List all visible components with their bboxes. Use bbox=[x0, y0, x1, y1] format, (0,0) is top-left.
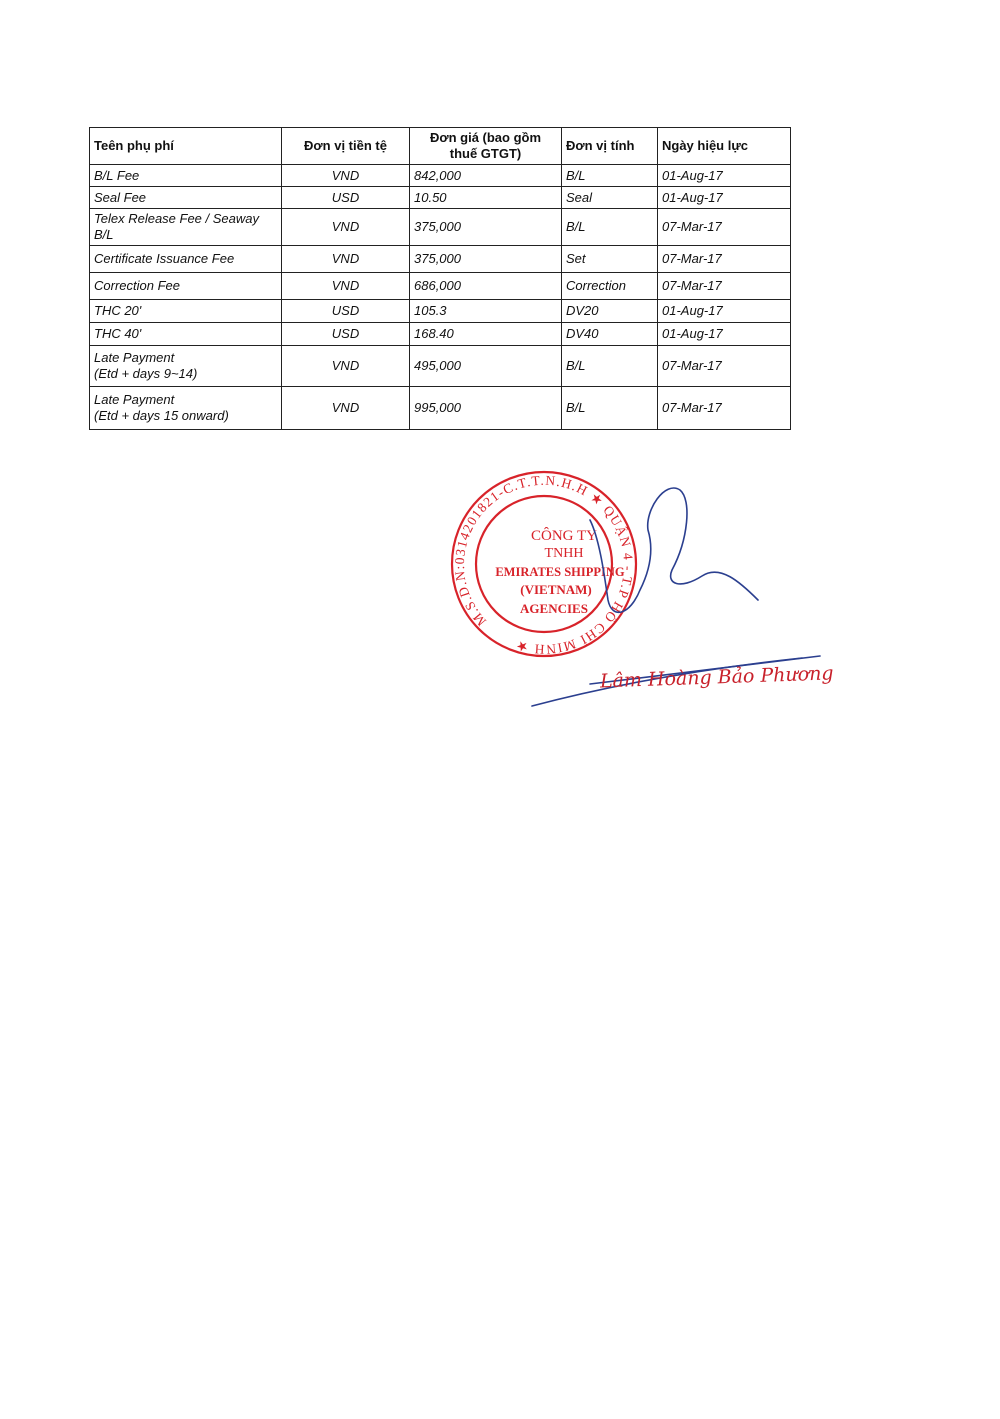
stamp-and-signature bbox=[440, 470, 840, 720]
fee-name: THC 40' bbox=[90, 323, 282, 346]
fee-currency: VND bbox=[282, 387, 410, 430]
fee-name: B/L Fee bbox=[90, 165, 282, 187]
fee-currency: USD bbox=[282, 187, 410, 209]
seal-ring-text: M.S.D.N:0314201821-C.T.T.N.H.H ★ QUẬN 4 - T.P HỒ CHÍ MINH ★ bbox=[451, 472, 637, 658]
company-seal bbox=[440, 470, 840, 720]
fee-date: 07-Mar-17 bbox=[658, 273, 791, 300]
fee-price: 375,000 bbox=[410, 246, 562, 273]
fee-unit: B/L bbox=[562, 387, 658, 430]
fee-price: 375,000 bbox=[410, 209, 562, 246]
fee-unit: B/L bbox=[562, 209, 658, 246]
seal-line-1: CÔNG TY bbox=[531, 528, 597, 544]
table-row bbox=[90, 387, 791, 430]
header-unit: Đơn vị tính bbox=[562, 128, 658, 165]
fee-price: 686,000 bbox=[410, 273, 562, 300]
fee-unit: B/L bbox=[562, 165, 658, 187]
fee-currency: VND bbox=[282, 165, 410, 187]
fee-name: Seal Fee bbox=[90, 187, 282, 209]
fee-name: THC 20' bbox=[90, 300, 282, 323]
fee-date: 01-Aug-17 bbox=[658, 165, 791, 187]
fee-currency: USD bbox=[282, 300, 410, 323]
fee-name-line2: B/L bbox=[94, 227, 114, 242]
table-row bbox=[90, 346, 791, 387]
fee-currency: VND bbox=[282, 346, 410, 387]
header-currency: Đơn vị tiền tệ bbox=[282, 128, 410, 165]
fee-price: 105.3 bbox=[410, 300, 562, 323]
fee-name-line1: Late Payment bbox=[94, 350, 175, 365]
fee-name bbox=[90, 209, 282, 246]
header-fee-name: Teên phụ phí bbox=[90, 128, 282, 165]
header-unit-price bbox=[410, 128, 562, 165]
fee-unit: Seal bbox=[562, 187, 658, 209]
fee-date: 07-Mar-17 bbox=[658, 387, 791, 430]
fee-currency: VND bbox=[282, 246, 410, 273]
fee-name bbox=[90, 346, 282, 387]
fee-name bbox=[90, 387, 282, 430]
fee-name-line2: (Etd + days 9~14) bbox=[94, 366, 198, 381]
table-row bbox=[90, 187, 791, 209]
fee-date: 07-Mar-17 bbox=[658, 209, 791, 246]
fee-unit: Correction bbox=[562, 273, 658, 300]
fee-unit: DV20 bbox=[562, 300, 658, 323]
fee-price: 168.40 bbox=[410, 323, 562, 346]
seal-line-4: (VIETNAM) bbox=[520, 582, 592, 597]
seal-line-3: EMIRATES SHIPPING bbox=[495, 565, 625, 579]
fee-date: 01-Aug-17 bbox=[658, 323, 791, 346]
table-row bbox=[90, 246, 791, 273]
fee-date: 01-Aug-17 bbox=[658, 187, 791, 209]
fee-date: 07-Mar-17 bbox=[658, 346, 791, 387]
fee-currency: VND bbox=[282, 209, 410, 246]
fee-unit: DV40 bbox=[562, 323, 658, 346]
table-row bbox=[90, 323, 791, 346]
fee-date: 07-Mar-17 bbox=[658, 246, 791, 273]
fee-unit: B/L bbox=[562, 346, 658, 387]
table-header-row bbox=[90, 128, 791, 165]
seal-line-2: TNHH bbox=[544, 546, 584, 561]
fee-date: 01-Aug-17 bbox=[658, 300, 791, 323]
surcharge-table bbox=[89, 127, 791, 430]
fee-name-line1: Late Payment bbox=[94, 392, 175, 407]
fee-name: Certificate Issuance Fee bbox=[90, 246, 282, 273]
seal-line-5: AGENCIES bbox=[520, 601, 588, 616]
header-unit-price-line2: thuế GTGT) bbox=[449, 146, 522, 161]
header-effective-date: Ngày hiệu lực bbox=[658, 128, 791, 165]
fee-name: Correction Fee bbox=[90, 273, 282, 300]
fee-name-line2: (Etd + days 15 onward) bbox=[94, 408, 229, 423]
fee-price: 842,000 bbox=[410, 165, 562, 187]
table-row bbox=[90, 300, 791, 323]
header-unit-price-line1: Đơn giá (bao gồm bbox=[429, 130, 542, 145]
fee-price: 995,000 bbox=[410, 387, 562, 430]
fee-price: 495,000 bbox=[410, 346, 562, 387]
fee-unit: Set bbox=[562, 246, 658, 273]
fee-currency: VND bbox=[282, 273, 410, 300]
table-row bbox=[90, 209, 791, 246]
signature-name: Lâm Hoàng Bảo Phương bbox=[599, 662, 834, 693]
table-row bbox=[90, 165, 791, 187]
fee-name-line1: Telex Release Fee / Seaway bbox=[94, 211, 260, 226]
table-row bbox=[90, 273, 791, 300]
fee-currency: USD bbox=[282, 323, 410, 346]
fee-price: 10.50 bbox=[410, 187, 562, 209]
